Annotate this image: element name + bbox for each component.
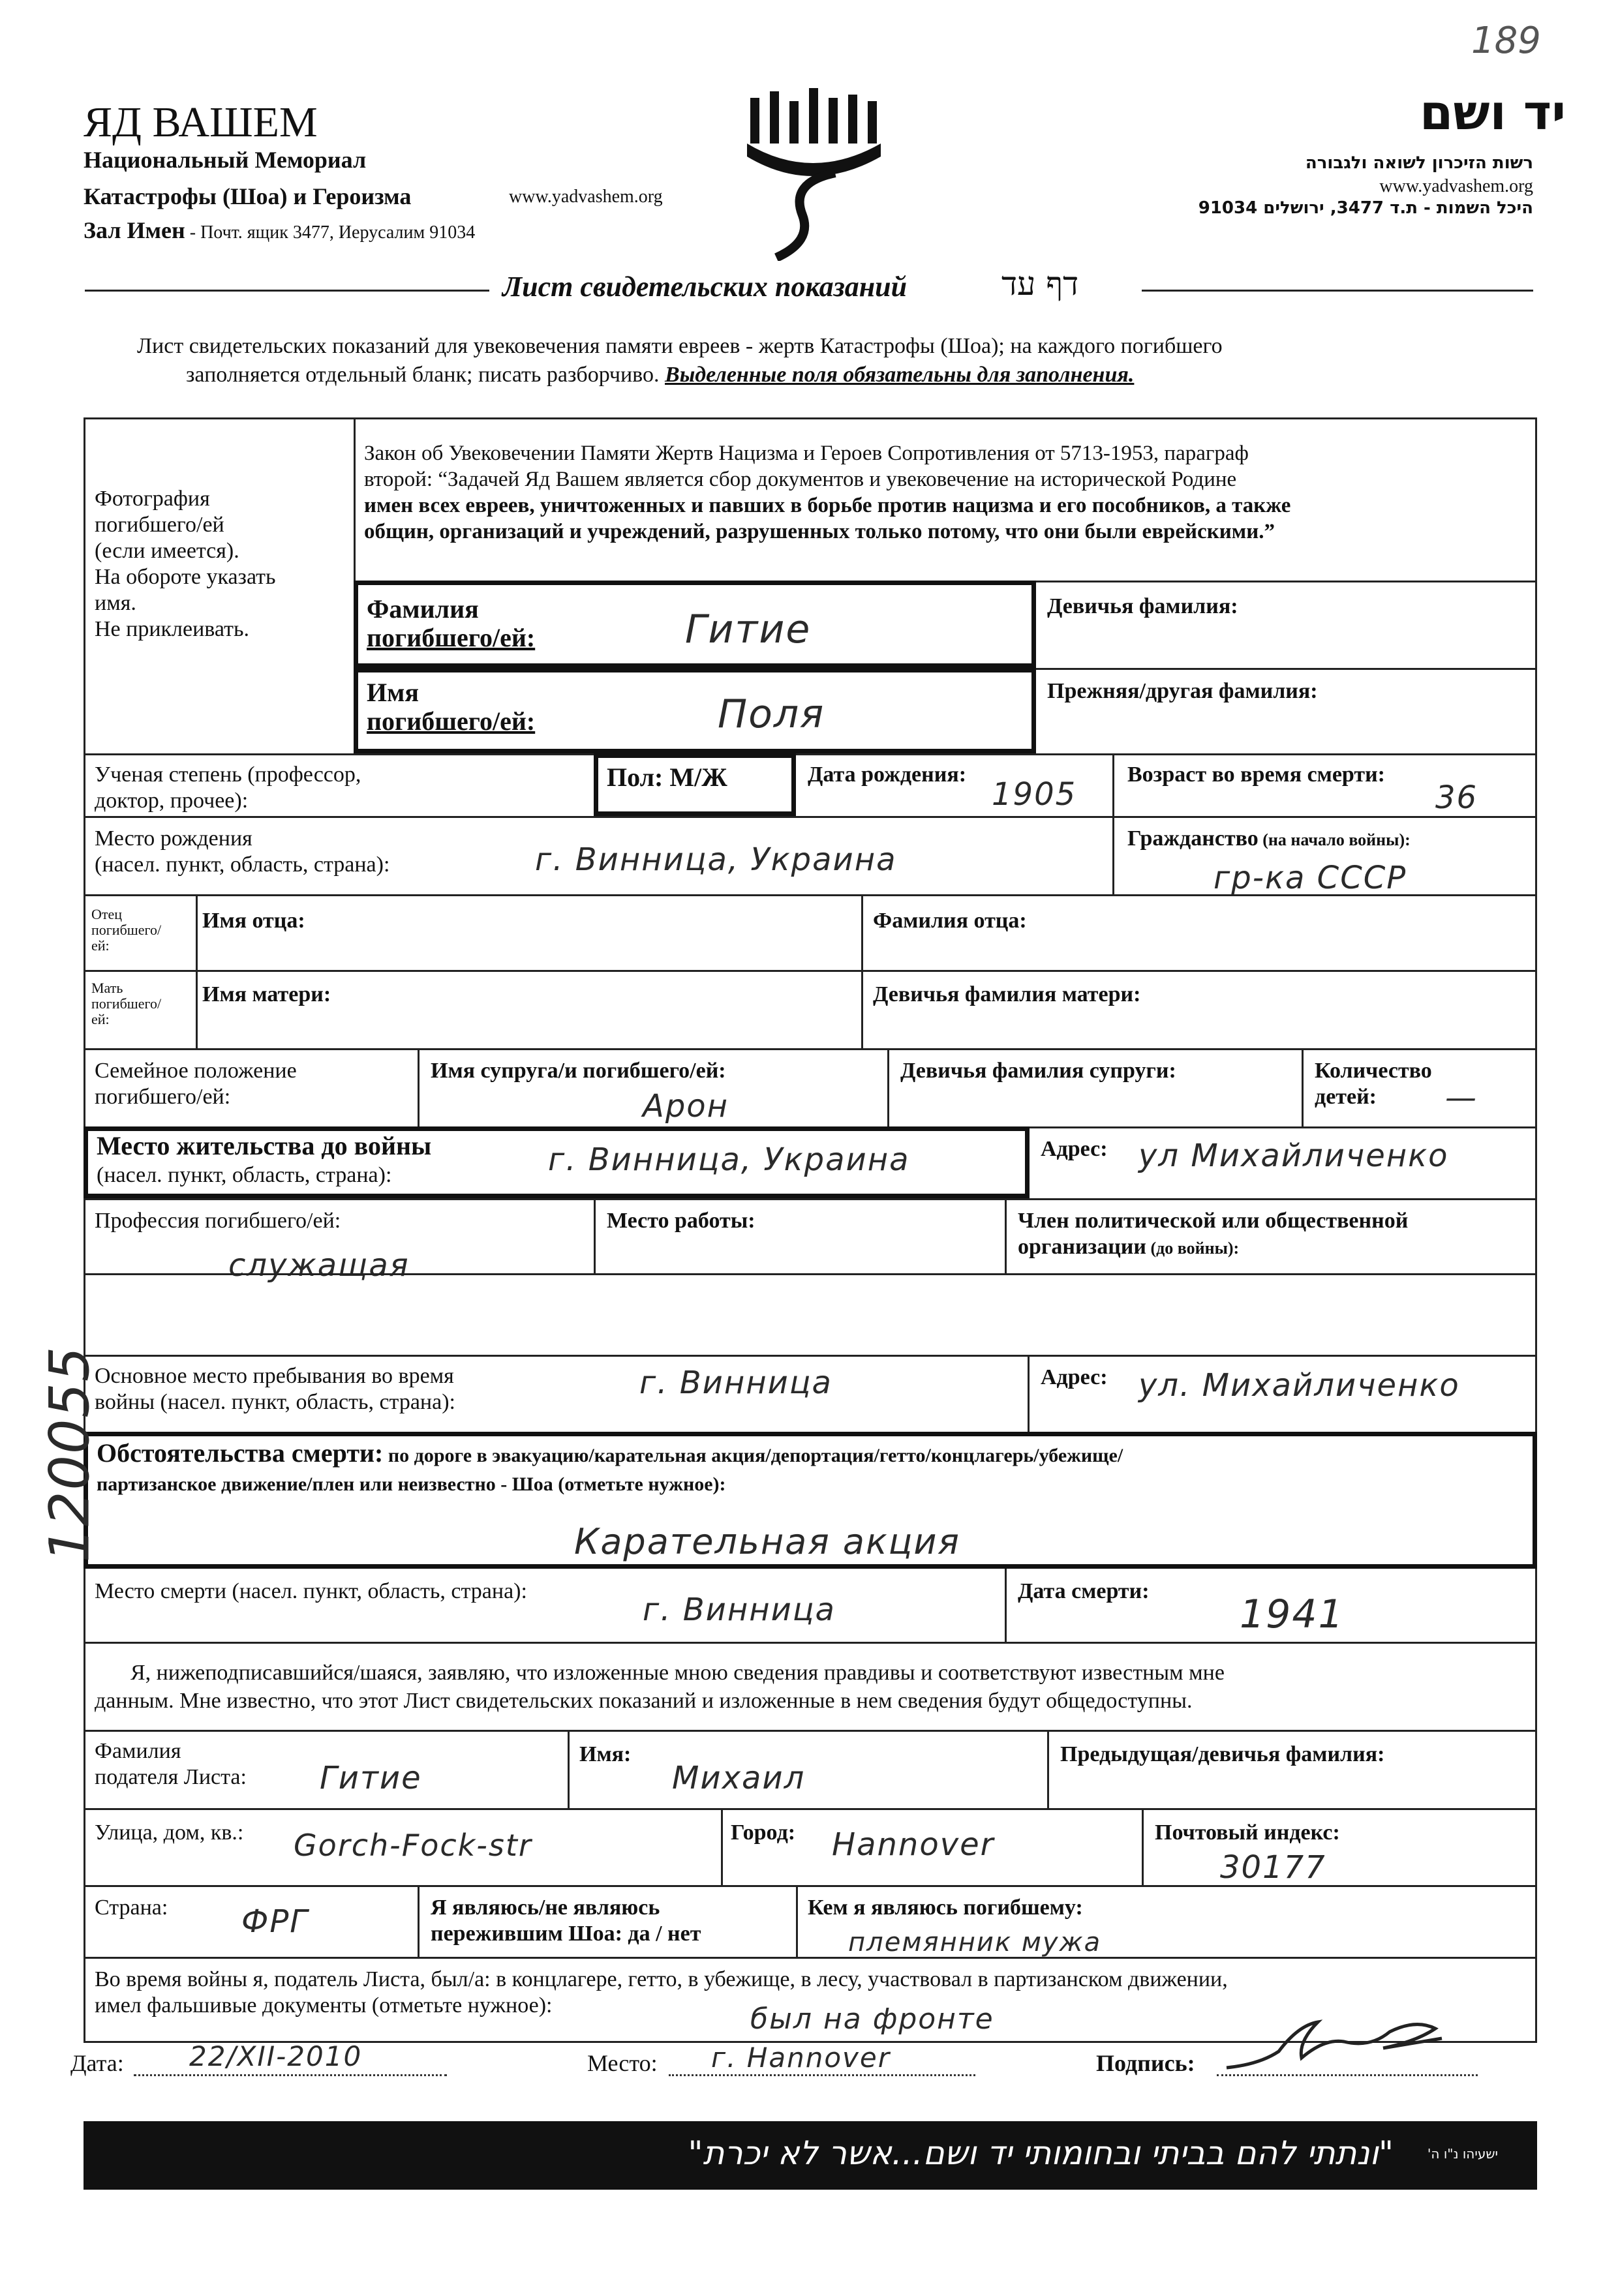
rule-v-1575 bbox=[1028, 1355, 1030, 1432]
children-label-2: детей: bbox=[1315, 1085, 1377, 1109]
photo-label-1: Фотография bbox=[95, 487, 210, 511]
rule-3000 bbox=[84, 1957, 1537, 1959]
marital-label-1: Семейное положение bbox=[95, 1059, 297, 1083]
rule-v-910 bbox=[594, 1198, 596, 1273]
website-right: www.yadvashem.org bbox=[1379, 176, 1533, 196]
page-number: 189 bbox=[1471, 20, 1541, 62]
law-text-4: общин, организаций и учреждений, разрушенных только потому, что они были еврейскими.” bbox=[364, 520, 1275, 543]
website-left: www.yadvashem.org bbox=[509, 187, 663, 207]
city-value: Hannover bbox=[832, 1826, 995, 1863]
death-date-label: Дата смерти: bbox=[1018, 1579, 1150, 1603]
law-text-3: имен всех евреев, уничтоженных и павших в борьбе против нацизма и его пособников, а также bbox=[364, 494, 1291, 517]
member-label-main: организации bbox=[1018, 1235, 1146, 1259]
survivor-label-2: пережившим Шоа: да / нет bbox=[431, 1922, 701, 1946]
zip-label: Почтовый индекс: bbox=[1155, 1820, 1340, 1845]
citizenship-value: гр-ка СССР bbox=[1214, 860, 1407, 896]
father-side-3: ей: bbox=[91, 937, 110, 954]
title-rule-right bbox=[1142, 290, 1533, 292]
org-name-ru: ЯД ВАШЕМ bbox=[84, 98, 318, 146]
address-value: ул Михайличенко bbox=[1138, 1138, 1449, 1174]
sex-label: Пол: М/Ж bbox=[607, 763, 727, 792]
rule-v-1995 bbox=[1302, 1048, 1304, 1126]
war-address-label: Адрес: bbox=[1041, 1365, 1108, 1389]
circumstances-label: Обстоятельства смерти: bbox=[97, 1438, 384, 1468]
member-label-sub: (до войны): bbox=[1146, 1239, 1240, 1258]
mother-side-2: погибшего/ bbox=[91, 995, 162, 1012]
residence-label-2: (насел. пункт, область, страна): bbox=[97, 1163, 392, 1187]
victim-surname-value: Гитие bbox=[685, 607, 812, 652]
submitter-surname-label-1: Фамилия bbox=[95, 1739, 181, 1763]
victim-surname-label-2: погибшего/ей: bbox=[367, 623, 536, 652]
rule-v-1540 bbox=[1005, 1198, 1007, 1273]
rule-1952 bbox=[84, 1273, 1537, 1275]
submitter-surname-label-2: подателя Листа: bbox=[95, 1765, 247, 1789]
law-text-1: Закон об Увековечении Памяти Жертв Нацизма и Героев Сопротивления от 5713-1953, параграф bbox=[364, 442, 1249, 465]
war-place-label-1: Основное место пребывания во время bbox=[95, 1364, 454, 1388]
age-value: 36 bbox=[1435, 779, 1478, 816]
footer-quote: "ונתתי להם בביתי ובחומותי יד ושם...אשר לא יכרת" bbox=[688, 2134, 1394, 2172]
circumstances-options-2: партизанское движение/плен или неизвестно - Шоа (отметьте нужное): bbox=[97, 1473, 726, 1495]
rule-1155 bbox=[84, 753, 1537, 755]
degree-label-1: Ученая степень (профессор, bbox=[95, 763, 361, 787]
photo-label-5: имя. bbox=[95, 591, 136, 615]
mother-maiden-label: Девичья фамилия матери: bbox=[873, 982, 1141, 1006]
submitter-name-value: Михаил bbox=[672, 1760, 806, 1796]
mother-side-3: ей: bbox=[91, 1011, 110, 1027]
member-label-1: Член политической или общественной bbox=[1018, 1209, 1409, 1233]
place-value: г. Hannover bbox=[711, 2042, 891, 2074]
relation-value: племянник мужа bbox=[848, 1927, 1102, 1957]
rule-1487 bbox=[84, 970, 1537, 972]
signature-label: Подпись: bbox=[1096, 2050, 1195, 2076]
form-title-he: דף עד bbox=[1001, 265, 1079, 303]
marital-label-2: погибшего/ей: bbox=[95, 1085, 231, 1109]
age-label: Возраст во время смерти: bbox=[1127, 763, 1386, 787]
date-line bbox=[134, 2074, 447, 2076]
rule-v-1360 bbox=[887, 1048, 889, 1126]
org-address-ru bbox=[84, 217, 475, 244]
intro-required-note: Выделенные поля обязательны для заполнения. bbox=[665, 363, 1135, 387]
residence-value: г. Винница, Украина bbox=[548, 1141, 910, 1178]
citizenship-label bbox=[1127, 826, 1411, 853]
intro-plain: заполняется отдельный бланк; писать разборчиво. bbox=[186, 363, 665, 387]
circumstances-options-1: по дороге в эвакуацию/карательная акция/депортация/гетто/концлагерь/убежище/ bbox=[383, 1445, 1123, 1466]
hall-of-names-label: Зал Имен bbox=[84, 217, 185, 243]
org-subtitle-he: רשות הזיכרון לשואה ולגבורה bbox=[1305, 153, 1533, 173]
rule-1371 bbox=[84, 894, 1537, 896]
circumstances-value: Карательная акция bbox=[574, 1521, 960, 1562]
children-label-1: Количество bbox=[1315, 1059, 1432, 1083]
residence-label-1: Место жительства до войны bbox=[97, 1131, 432, 1160]
photo-label-4: На обороте указать bbox=[95, 565, 276, 589]
date-value: 22/XII-2010 bbox=[189, 2040, 363, 2072]
submitter-name-label: Имя: bbox=[579, 1742, 632, 1766]
relation-label: Кем я являюсь погибшему: bbox=[808, 1896, 1083, 1920]
spouse-label: Имя супруга/и погибшего/ей: bbox=[431, 1059, 726, 1083]
place-label: Место: bbox=[587, 2050, 658, 2076]
father-side-2: погибшего/ bbox=[91, 922, 162, 938]
mother-name-label: Имя матери: bbox=[202, 982, 331, 1006]
wartime-line-1: Во время войны я, податель Листа, был/а: в концлагере, гетто, в убежище, в лесу, участвовал в партизанском движении, bbox=[95, 1967, 1228, 1991]
submitter-surname-value: Гитие bbox=[320, 1760, 422, 1796]
victim-name-label-1: Имя bbox=[367, 678, 419, 707]
spouse-maiden-label: Девичья фамилия супруги: bbox=[900, 1059, 1176, 1083]
birth-date-label: Дата рождения: bbox=[808, 763, 967, 787]
citizenship-label-sub: (на начало войны): bbox=[1258, 830, 1411, 849]
street-value: Gorch-Fock-str bbox=[294, 1828, 532, 1863]
declaration-line-2: данным. Мне известно, что этот Лист свидетельских показаний и изложенные в нем сведения будут общедоступны. bbox=[95, 1689, 1193, 1713]
mother-side-1: Мать bbox=[91, 980, 123, 996]
profession-label: Профессия погибшего/ей: bbox=[95, 1209, 341, 1233]
rule-v-1605 bbox=[1047, 1730, 1049, 1808]
death-date-value: 1941 bbox=[1240, 1592, 1345, 1637]
form-title-ru: Лист свидетельских показаний bbox=[502, 271, 908, 303]
death-place-label: Место смерти (насел. пункт, область, страна): bbox=[95, 1579, 527, 1603]
date-label: Дата: bbox=[70, 2050, 124, 2076]
rule-2517 bbox=[84, 1642, 1537, 1644]
rule-v-1220 bbox=[796, 1885, 798, 1957]
birthplace-value: г. Винница, Украина bbox=[535, 841, 897, 878]
submitter-prev-label: Предыдущая/девичья фамилия: bbox=[1060, 1742, 1385, 1766]
declaration-line-1: Я, нижеподписавшийся/шаяся, заявляю, что изложенные мною сведения правдивы и соответствуют известным мне bbox=[130, 1661, 1225, 1685]
survivor-label-1: Я являюсь/не являюсь bbox=[431, 1896, 660, 1920]
victim-prev-surname-label: Прежняя/другая фамилия: bbox=[1047, 679, 1318, 703]
father-side-1: Отец bbox=[91, 906, 123, 922]
yad-vashem-logo-icon bbox=[737, 85, 887, 261]
victim-name-value: Поля bbox=[718, 691, 825, 737]
photo-label-3: (если имеется). bbox=[95, 539, 239, 563]
degree-label-2: доктор, прочее): bbox=[95, 789, 249, 813]
children-value: — bbox=[1445, 1080, 1478, 1116]
org-subtitle-2: Катастрофы (Шоа) и Героизма bbox=[84, 183, 412, 209]
intro-line-2 bbox=[186, 363, 1134, 387]
street-label: Улица, дом, кв.: bbox=[95, 1820, 244, 1845]
member-label-2 bbox=[1018, 1234, 1239, 1261]
intro-line-1: Лист свидетельских показаний для увековечения памяти евреев - жертв Катастрофы (Шоа); на каждого погибшего bbox=[137, 334, 1223, 358]
rule-v-640b bbox=[418, 1885, 420, 1957]
father-surname-label: Фамилия отца: bbox=[873, 909, 1027, 933]
rule-1837 bbox=[84, 1198, 1537, 1200]
org-address-he: היכל השמות - ת.ד 3477, ירושלים 91034 bbox=[1198, 198, 1533, 218]
place-line bbox=[669, 2074, 975, 2076]
rule-v-1540b bbox=[1005, 1569, 1007, 1642]
photo-label-2: погибшего/ей bbox=[95, 513, 224, 537]
wartime-value: был на фронте bbox=[750, 2002, 994, 2036]
org-address-rest: - Почт. ящик 3477, Иерусалим 91034 bbox=[185, 222, 476, 243]
birth-date-value: 1905 bbox=[992, 776, 1077, 813]
rule-v-1705b bbox=[1112, 816, 1114, 894]
signature-mark bbox=[1220, 2012, 1455, 2077]
rule-2077 bbox=[84, 1355, 1537, 1357]
rule-2772 bbox=[84, 1808, 1537, 1810]
workplace-label: Место работы: bbox=[607, 1209, 756, 1233]
org-name-he: יד ושם bbox=[1419, 85, 1566, 141]
title-rule-left bbox=[85, 290, 489, 292]
victim-name-label-2: погибшего/ей: bbox=[367, 706, 536, 736]
margin-reference-number: 120055 bbox=[37, 1345, 102, 1563]
rule-v-1105 bbox=[721, 1808, 723, 1885]
father-name-label: Имя отца: bbox=[202, 909, 305, 933]
war-place-label-2: войны (насел. пункт, область, страна): bbox=[95, 1390, 455, 1414]
rule-v-1750 bbox=[1142, 1808, 1144, 1885]
footer-banner bbox=[84, 2121, 1537, 2190]
footer-ref: ישעיהו נ"ו ה' bbox=[1427, 2146, 1498, 2162]
country-value: ФРГ bbox=[241, 1903, 309, 1940]
birthplace-label-1: Место рождения bbox=[95, 826, 252, 851]
country-label: Страна: bbox=[95, 1896, 168, 1920]
rule-v-1705 bbox=[1112, 753, 1114, 816]
zip-value: 30177 bbox=[1220, 1849, 1326, 1886]
rule-2890 bbox=[84, 1885, 1537, 1887]
victim-maiden-label: Девичья фамилия: bbox=[1047, 594, 1238, 618]
citizenship-label-main: Гражданство bbox=[1127, 826, 1259, 851]
birthplace-label-2: (насел. пункт, область, страна): bbox=[95, 853, 390, 877]
profession-value: служащая bbox=[228, 1247, 410, 1284]
wartime-line-2: имел фальшивые документы (отметьте нужное): bbox=[95, 1993, 553, 2017]
law-text-2: второй: “Задачей Яд Вашем является сбор документов и увековечение на исторической Родине bbox=[364, 468, 1237, 491]
rule-1024 bbox=[1036, 668, 1537, 670]
spouse-value: Арон bbox=[643, 1088, 729, 1125]
photo-label-6: Не приклеивать. bbox=[95, 617, 249, 641]
org-subtitle-1: Национальный Мемориал bbox=[84, 147, 367, 173]
rule-1251 bbox=[84, 816, 1537, 818]
city-label: Город: bbox=[731, 1820, 796, 1845]
address-label: Адрес: bbox=[1041, 1137, 1108, 1161]
war-place-value: г. Винница bbox=[639, 1365, 832, 1401]
rule-1607 bbox=[84, 1048, 1537, 1050]
death-place-value: г. Винница bbox=[643, 1592, 836, 1628]
circumstances-line-1 bbox=[97, 1440, 1123, 1469]
rule-v-640 bbox=[418, 1048, 420, 1126]
victim-surname-label-1: Фамилия bbox=[367, 594, 479, 624]
rule-2652 bbox=[84, 1730, 1537, 1732]
rule-v-870 bbox=[568, 1730, 570, 1808]
war-address-value: ул. Михайличенко bbox=[1138, 1367, 1460, 1404]
